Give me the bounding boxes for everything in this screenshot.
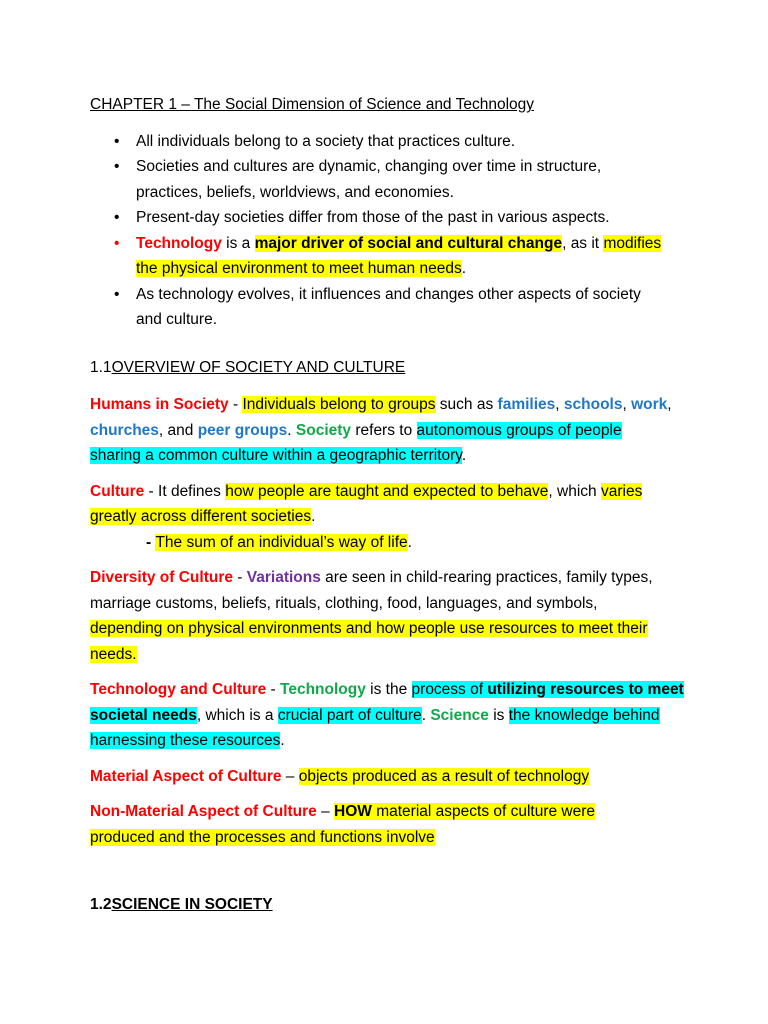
paragraph-humans-in-society xyxy=(90,392,690,469)
highlight-needs: needs. xyxy=(90,645,137,663)
bullet-glyph: • xyxy=(114,209,120,226)
section-number: 1.1 xyxy=(90,358,112,376)
text-run: marriage customs, beliefs, rituals, clothing, food, languages, and symbols, xyxy=(90,594,598,612)
text-run: , which xyxy=(548,482,601,500)
text-run: . xyxy=(461,260,467,277)
bullet-text: As technology evolves, it influences and changes other aspects of society xyxy=(136,285,641,303)
bullet-item xyxy=(90,154,690,205)
paragraph-non-material-aspect xyxy=(90,799,690,850)
highlight-autonomous-groups: autonomous groups of people xyxy=(416,421,622,439)
term-humans-in-society: Humans in Society xyxy=(90,396,229,413)
highlight-physical-environment: the physical environment to meet human needs xyxy=(136,260,462,277)
term-society: Society xyxy=(295,421,352,439)
text-run: , as it xyxy=(562,234,604,252)
text-run: , which is a xyxy=(196,706,278,724)
text-run: . xyxy=(311,508,316,525)
bullet-item-technology xyxy=(90,231,690,282)
term-peer-groups: peer groups xyxy=(197,421,288,439)
highlight-way-of-life: The sum of an individual’s way of life xyxy=(155,533,408,551)
term-science: Science xyxy=(430,706,489,724)
paragraph-material-aspect xyxy=(90,764,690,790)
bullet-glyph: • xyxy=(114,234,120,252)
highlight-processes-functions: produced and the processes and functions involve xyxy=(90,828,435,846)
highlight-societal-needs: societal needs xyxy=(90,706,197,724)
highlight-utilizing-resources: utilizing resources to meet xyxy=(487,681,684,698)
text-run: . xyxy=(421,706,431,724)
highlight-modifies: modifies xyxy=(603,234,662,252)
paragraph-diversity-of-culture xyxy=(90,565,690,667)
text-run: . xyxy=(407,533,412,551)
term-technology-and-culture: Technology and Culture xyxy=(90,681,267,698)
term-families: families xyxy=(497,396,556,413)
highlight-process-of: process of xyxy=(411,681,488,698)
text-run: is a xyxy=(221,234,255,252)
section-title: OVERVIEW OF SOCIETY AND CULTURE xyxy=(111,358,406,376)
text-run: are seen in child-rearing practices, family types, xyxy=(320,569,653,586)
term-material-aspect: Material Aspect of Culture xyxy=(90,767,282,785)
text-run: . xyxy=(287,421,296,439)
text-run: , xyxy=(667,396,672,413)
bullet-text: All individuals belong to a society that practices culture. xyxy=(136,132,516,150)
text-run: refers to xyxy=(351,421,417,439)
term-technology: Technology xyxy=(280,681,366,698)
text-run: – xyxy=(316,803,335,820)
text-run: – xyxy=(281,767,299,785)
bullet-item xyxy=(90,129,690,155)
term-variations: Variations xyxy=(246,569,321,586)
highlight-harnessing-resources: harnessing these resources xyxy=(90,732,281,749)
text-run: , xyxy=(555,396,564,413)
bullet-text: Societies and cultures are dynamic, changing over time in structure, xyxy=(136,158,602,175)
term-non-material-aspect: Non-Material Aspect of Culture xyxy=(90,803,317,820)
section-heading-1-1 xyxy=(90,355,690,381)
highlight-knowledge-behind: the knowledge behind xyxy=(508,706,660,724)
highlight-objects-produced: objects produced as a result of technology xyxy=(298,767,590,785)
highlight-crucial-part: crucial part of culture xyxy=(277,706,422,724)
term-work: work xyxy=(631,396,668,413)
text-run: - It defines xyxy=(144,482,226,500)
text-run: - xyxy=(232,569,247,586)
document-body xyxy=(90,92,690,930)
text-run: - xyxy=(146,533,156,551)
section-number: 1.2 xyxy=(90,896,112,913)
text-run: . xyxy=(280,732,285,749)
chapter-title: CHAPTER 1 – The Social Dimension of Science and Technology xyxy=(90,96,534,113)
bullet-glyph: • xyxy=(114,132,120,150)
highlight-how-people-behave: how people are taught and expected to behave xyxy=(225,482,549,500)
paragraph-culture xyxy=(90,479,690,556)
highlight-how: HOW xyxy=(334,803,372,820)
term-diversity-of-culture: Diversity of Culture xyxy=(90,569,233,586)
term-schools: schools xyxy=(563,396,623,413)
text-run: , xyxy=(622,396,632,413)
text-run: is the xyxy=(365,681,412,698)
bullet-text: and culture. xyxy=(136,311,217,328)
text-run: is xyxy=(488,706,509,724)
bullet-item xyxy=(90,205,690,231)
highlight-material-aspects: material aspects of culture were xyxy=(371,803,596,820)
highlight-physical-environments: depending on physical environments and how people use resources to meet their xyxy=(90,620,648,637)
bullet-glyph: • xyxy=(114,158,120,175)
term-churches: churches xyxy=(90,421,159,439)
intro-bullet-list xyxy=(90,129,690,333)
text-run: , and xyxy=(158,421,198,439)
section-heading-1-2 xyxy=(90,892,690,918)
text-run: . xyxy=(461,447,467,464)
bullet-glyph: • xyxy=(114,285,120,303)
paragraph-technology-and-culture xyxy=(90,677,690,754)
highlight-greatly-across: greatly across different societies xyxy=(90,508,312,525)
bullet-item xyxy=(90,282,690,333)
term-technology: Technology xyxy=(136,234,222,252)
term-culture: Culture xyxy=(90,482,145,500)
bullet-text: practices, beliefs, worldviews, and economies. xyxy=(136,183,454,201)
text-run: - xyxy=(228,396,243,413)
highlight-shared-culture: sharing a common culture within a geographic territory xyxy=(90,447,462,464)
highlight-varies: varies xyxy=(600,482,643,500)
highlight-groups: Individuals belong to groups xyxy=(242,396,436,413)
highlight-major-driver: major driver of social and cultural change xyxy=(254,234,563,252)
section-title: SCIENCE IN SOCIETY xyxy=(111,896,273,913)
bullet-text: Present-day societies differ from those of the past in various aspects. xyxy=(136,209,610,226)
text-run: - xyxy=(266,681,281,698)
text-run: such as xyxy=(435,396,498,413)
